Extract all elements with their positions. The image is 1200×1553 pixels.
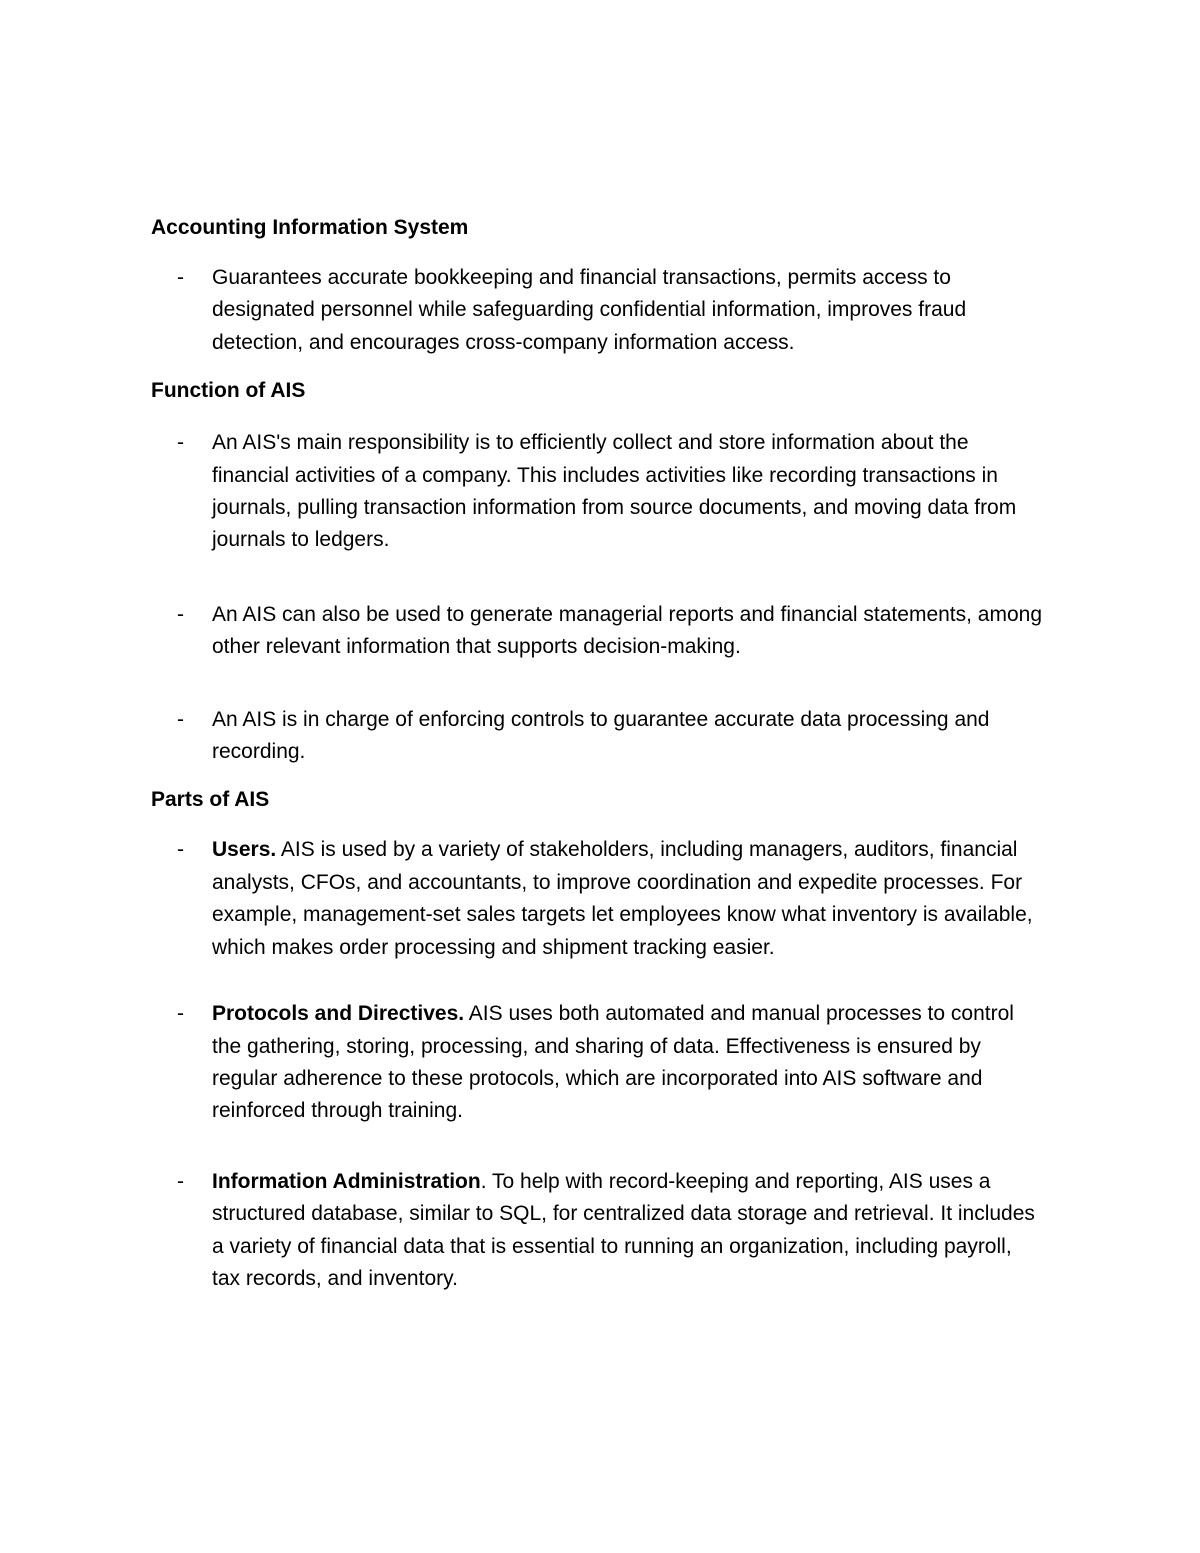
list-item (151, 998, 1044, 1128)
list-item (151, 1166, 1044, 1296)
list-item-text: An AIS is in charge of enforcing controls to guarantee accurate data processing and recording. (212, 707, 990, 764)
section-heading-function-of-ais: Function of AIS (151, 379, 306, 403)
list-item-text: An AIS can also be used to generate managerial reports and financial statements, among other relevant information that supports decision-making. (212, 602, 1043, 659)
list-item-text: AIS uses both automated and manual processes to control the gathering, storing, processing, and sharing of data. Effectiveness is ensured by regular adherence to these protocols, which are incorporated into AIS software and reinforced through training. (212, 1002, 1014, 1123)
list-item (151, 262, 1044, 359)
bullet-list (151, 427, 1051, 768)
list-item (151, 599, 1044, 664)
list-item-lead: Protocols and Directives. (212, 1002, 465, 1026)
list-item-lead: Users. (212, 838, 277, 862)
dash-bullet: - (177, 602, 184, 626)
dash-bullet: - (177, 431, 184, 455)
list-item-text: Guarantees accurate bookkeeping and financial transactions, permits access to designated personnel while safeguarding confidential information, improves fraud detection, and encourages cross-company information access. (212, 266, 967, 354)
list-item-text: AIS is used by a variety of stakeholders, including managers, auditors, financial analysts, CFOs, and accountants, to improve coordination and expedite processes. For example, management-set sales targets let employees know what inventory is available, which makes order processing and shipment tracking easier. (212, 838, 1033, 959)
dash-bullet: - (177, 1002, 184, 1026)
list-item (151, 427, 1044, 557)
dash-bullet: - (177, 266, 184, 289)
dash-bullet: - (177, 1169, 184, 1193)
section-heading-accounting-information-system: Accounting Information System (151, 216, 469, 239)
bullet-list (151, 262, 1051, 359)
list-item (151, 834, 1044, 964)
list-item-text: . To help with record-keeping and reporting, AIS uses a structured database, similar to SQL, for centralized data storage and retrieval. It includes a variety of financial data that is essential to running an organization, including payroll, tax records, and inventory. (212, 1169, 1035, 1290)
bullet-list (151, 834, 1051, 1295)
dash-bullet: - (177, 838, 184, 862)
dash-bullet: - (177, 707, 184, 731)
list-item (151, 704, 1044, 769)
document-body (151, 212, 1051, 1295)
list-item-lead: Information Administration (212, 1169, 481, 1193)
section-heading-parts-of-ais: Parts of AIS (151, 788, 270, 812)
list-item-text: An AIS's main responsibility is to efficiently collect and store information about the financial activities of a company. This includes activities like recording transactions in journals, pulling transaction information from source documents, and moving data from journals to ledgers. (212, 431, 1017, 552)
